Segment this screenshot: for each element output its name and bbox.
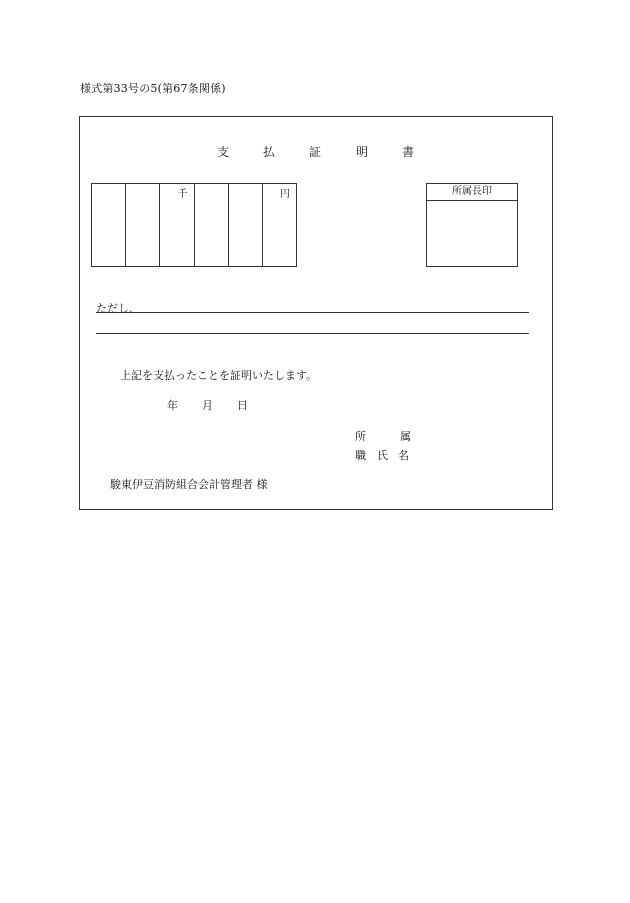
amount-digit-cell[interactable] (263, 184, 296, 266)
proviso-line-1[interactable] (96, 312, 529, 313)
title-char-5: 書 (402, 145, 415, 159)
addressee: 駿東伊豆消防組合会計管理者 様 (110, 478, 268, 491)
title-char-1: 支 (217, 145, 230, 159)
name-char-2: 氏 (377, 449, 388, 462)
amount-digit-cell[interactable] (92, 184, 126, 266)
proviso-line-2[interactable] (96, 333, 529, 334)
seal-box[interactable] (426, 183, 518, 267)
year-label: 年 (167, 399, 178, 412)
affiliation-char-2: 属 (400, 430, 411, 443)
amount-digit-cell[interactable] (229, 184, 263, 266)
amount-field[interactable] (91, 183, 297, 267)
title-char-3: 証 (309, 145, 322, 159)
thousand-unit-label: 千 (177, 189, 188, 200)
amount-digit-cell[interactable] (126, 184, 160, 266)
affiliation-char-1: 所 (355, 430, 366, 443)
title-char-2: 払 (263, 145, 276, 159)
seal-label: 所属長印 (427, 184, 517, 201)
amount-digit-cell[interactable] (195, 184, 229, 266)
form-id: 様式第33号の5(第67条関係) (80, 82, 226, 95)
amount-digit-cell[interactable] (160, 184, 194, 266)
certification-statement: 上記を支払ったことを証明いたします。 (120, 369, 318, 382)
certificate-frame (79, 116, 553, 510)
day-label: 日 (237, 399, 248, 412)
proviso-label: ただし、 (96, 302, 140, 315)
name-char-1: 職 (355, 449, 366, 462)
yen-unit-label: 円 (280, 189, 291, 200)
name-char-3: 名 (398, 449, 409, 462)
month-label: 月 (202, 399, 213, 412)
title-char-4: 明 (356, 145, 369, 159)
